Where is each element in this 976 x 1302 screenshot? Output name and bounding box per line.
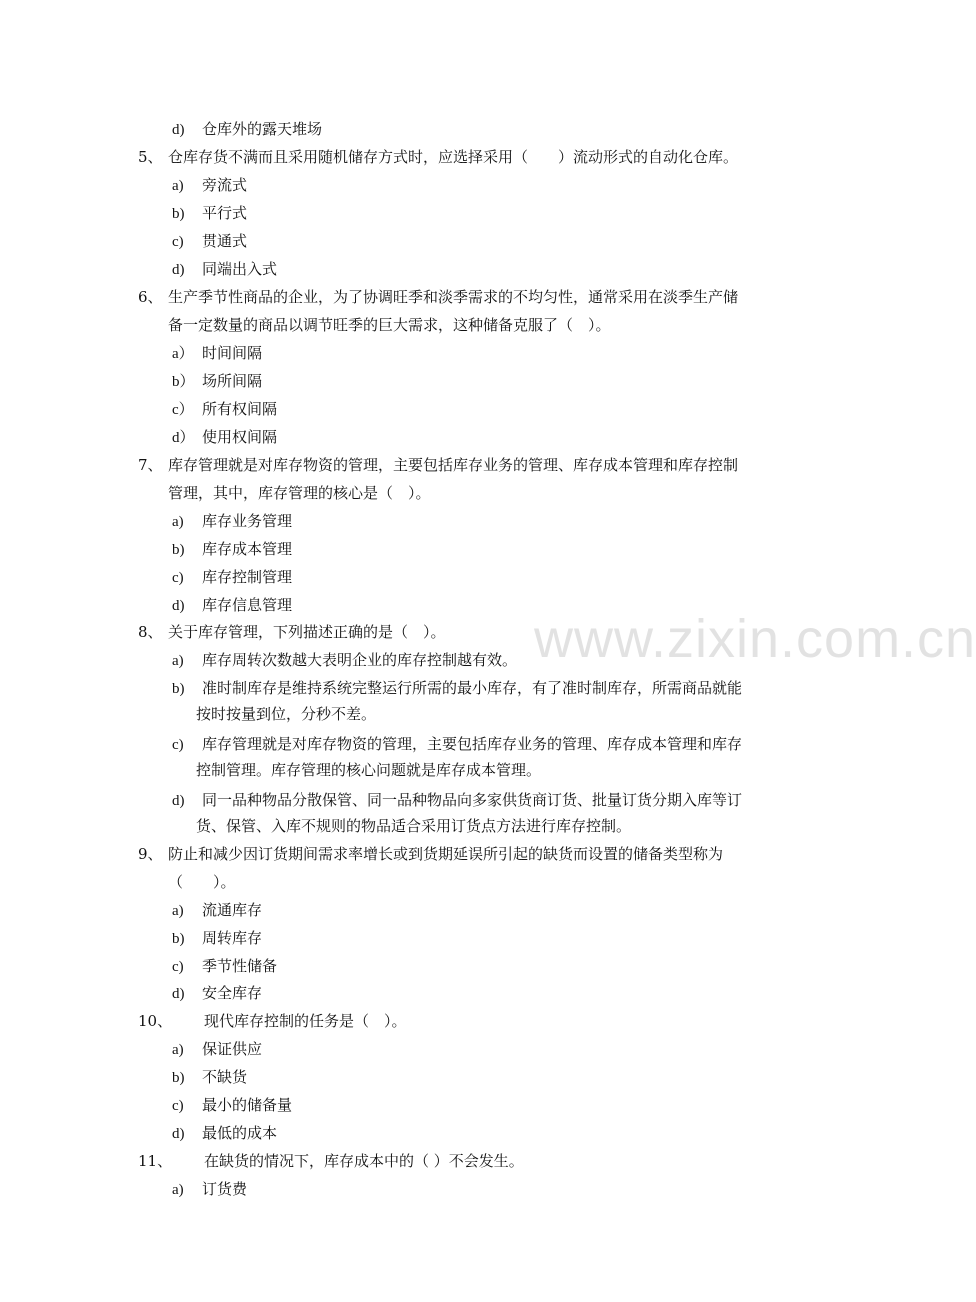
option-line: [172, 956, 277, 977]
option-line: [172, 511, 292, 532]
option-text: 同端出入式: [202, 260, 278, 278]
option-letter: a): [172, 1042, 184, 1058]
option-text: 流通库存: [202, 901, 263, 919]
option-text: 准时制库存是维持系统完整运行所需的最小库存，有了准时制库存，所需商品就能: [202, 679, 743, 697]
option-line: [172, 231, 247, 252]
option-text: 场所间隔: [202, 372, 263, 390]
continuation-line: （ ）。: [168, 873, 236, 891]
question-text: 防止和减少因订货期间需求率增长或到货期延误所引起的缺货而设置的储备类型称为: [168, 845, 724, 863]
question-line: [138, 147, 738, 167]
option-line: [172, 1179, 247, 1200]
option-text: 旁流式: [202, 176, 248, 194]
option-text: 所有权间隔: [202, 400, 278, 418]
option-letter: c): [172, 234, 184, 250]
option-letter: c): [172, 570, 184, 586]
question-line: [138, 287, 738, 307]
question-number: 9、: [138, 845, 163, 863]
option-line: [172, 790, 742, 811]
option-line: [172, 1039, 262, 1060]
option-text: 同一品种物品分散保管、同一品种物品向多家供货商订货、批量订货分期入库等订: [202, 791, 743, 809]
option-line: [172, 259, 277, 280]
option-line: [172, 928, 262, 949]
option-line: [172, 343, 262, 364]
option-letter: a): [172, 178, 184, 194]
question-text: 生产季节性商品的企业，为了协调旺季和淡季需求的不均匀性，通常采用在淡季生产储: [168, 288, 739, 306]
option-line: [172, 734, 742, 755]
option-letter: b): [172, 931, 185, 947]
option-letter: d): [172, 986, 185, 1002]
question-line: [138, 622, 446, 642]
option-text: 季节性储备: [202, 957, 278, 975]
option-text: 库存成本管理: [202, 540, 293, 558]
option-line: [172, 650, 517, 671]
option-letter: a): [172, 514, 184, 530]
option-text: 库存业务管理: [202, 512, 293, 530]
option-letter: b): [172, 1070, 185, 1086]
option-letter: a）: [172, 346, 194, 362]
question-number: 11、: [138, 1152, 173, 1170]
option-text: 时间间隔: [202, 344, 263, 362]
option-letter: b): [172, 206, 185, 222]
option-letter: b): [172, 681, 185, 697]
option-letter: c): [172, 737, 184, 753]
option-text: 库存管理就是对库存物资的管理，主要包括库存业务的管理、库存成本管理和库存: [202, 735, 743, 753]
option-text: 贯通式: [202, 232, 248, 250]
option-letter: d): [172, 1126, 185, 1142]
option-letter: d）: [172, 430, 195, 446]
option-line: [172, 1123, 277, 1144]
continuation-line: 控制管理。库存管理的核心问题就是库存成本管理。: [196, 761, 542, 779]
option-text: 库存信息管理: [202, 596, 293, 614]
option-letter: d): [172, 122, 185, 138]
option-text: 使用权间隔: [202, 428, 278, 446]
option-text: 库存周转次数越大表明企业的库存控制越有效。: [202, 651, 518, 669]
question-text: 仓库存货不满而且采用随机储存方式时，应选择采用（ ）流动形式的自动化仓库。: [168, 148, 739, 166]
question-text: 库存管理就是对库存物资的管理，主要包括库存业务的管理、库存成本管理和库存控制: [168, 456, 739, 474]
option-letter: a): [172, 653, 184, 669]
option-letter: c）: [172, 402, 194, 418]
option-line: [172, 119, 322, 140]
continuation-line: 管理，其中，库存管理的核心是（ ）。: [168, 484, 431, 502]
option-line: [172, 1067, 247, 1088]
option-line: [172, 539, 292, 560]
option-letter: d): [172, 262, 185, 278]
option-line: [172, 399, 277, 420]
question-line: [138, 844, 723, 864]
option-text: 仓库外的露天堆场: [202, 120, 323, 138]
question-number: 5、: [138, 148, 163, 166]
option-letter: a): [172, 1182, 184, 1198]
continuation-line: 备一定数量的商品以调节旺季的巨大需求，这种储备克服了（ ）。: [168, 316, 611, 334]
option-text: 库存控制管理: [202, 568, 293, 586]
option-letter: d): [172, 793, 185, 809]
option-line: [172, 1095, 292, 1116]
continuation-line: 按时按量到位，分秒不差。: [196, 705, 377, 723]
question-number: 6、: [138, 288, 163, 306]
option-line: [172, 371, 262, 392]
question-text: 在缺货的情况下，库存成本中的（ ）不会发生。: [204, 1152, 524, 1170]
option-letter: b): [172, 542, 185, 558]
question-line: [138, 455, 738, 475]
option-letter: c): [172, 1098, 184, 1114]
option-line: [172, 203, 247, 224]
option-line: [172, 595, 292, 616]
question-line: [138, 1151, 524, 1171]
question-number: 8、: [138, 623, 163, 641]
option-line: [172, 427, 277, 448]
question-number: 10、: [138, 1012, 173, 1030]
option-text: 平行式: [202, 204, 248, 222]
option-text: 订货费: [202, 1180, 248, 1198]
option-text: 不缺货: [202, 1068, 248, 1086]
option-letter: a): [172, 903, 184, 919]
option-letter: c): [172, 959, 184, 975]
option-line: [172, 983, 262, 1004]
option-text: 周转库存: [202, 929, 263, 947]
option-line: [172, 678, 742, 699]
option-line: [172, 900, 262, 921]
option-text: 安全库存: [202, 984, 263, 1002]
option-text: 最低的成本: [202, 1124, 278, 1142]
option-text: 最小的储备量: [202, 1096, 293, 1114]
option-text: 保证供应: [202, 1040, 263, 1058]
option-letter: b）: [172, 374, 195, 390]
watermark: www.zixin.com.cn: [534, 609, 976, 669]
question-line: [138, 1011, 407, 1031]
option-line: [172, 175, 247, 196]
question-text: 现代库存控制的任务是（ ）。: [204, 1012, 407, 1030]
question-text: 关于库存管理，下列描述正确的是（ ）。: [168, 623, 446, 641]
question-number: 7、: [138, 456, 163, 474]
option-letter: d): [172, 598, 185, 614]
option-line: [172, 567, 292, 588]
continuation-line: 货、保管、入库不规则的物品适合采用订货点方法进行库存控制。: [196, 817, 632, 835]
